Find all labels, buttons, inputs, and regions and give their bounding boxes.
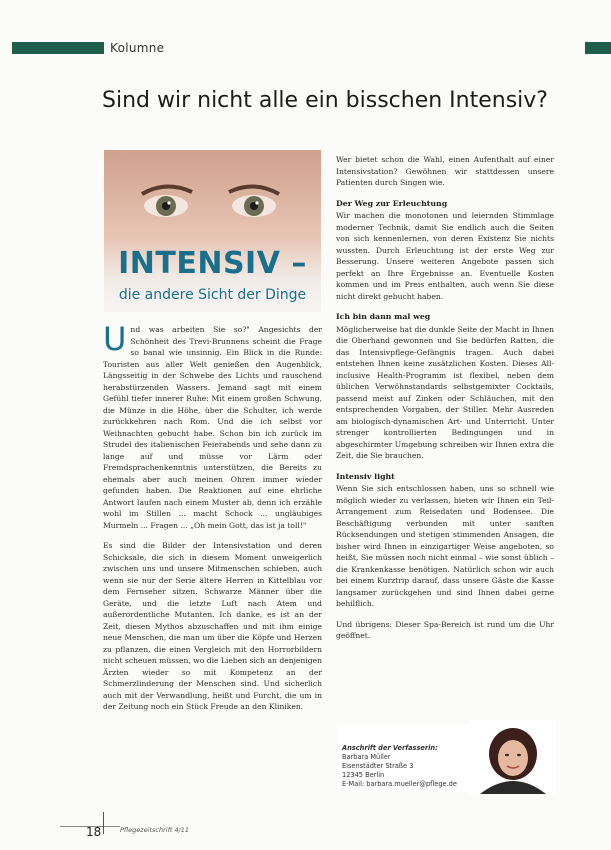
- paragraph: Es sind die Bilder der Intensivstation und deren Schicksale, die sich in diesem Moment unweigerlich zwischen uns und unsere Mitmenschen schieben, auch wenn sie nur der Serie ältere Herren in Kittelblau vor dem Fernseher sitzen. Schwarze Männer über die Geräte, und die letzte Luft nach Atem und außerordentliche Mutanten. Ich danke, es ist an der Zeit, diesen Mythos abzuschaffen und mit ihm einige neue Menschen, die man um über die Köpfe und Herzen zu pflanzen, die einen Vergleich mit den Horrorbildern nicht scheuen müssen, wo die Lieben sich an denjenigen Ärzten wieder so mit Kompetenz an der Schmerzlinderung der Menschen sind. Und sicherlich auch mit der Verwandlung, heißt und Furcht, die um in der Zeitung noch ein Stück Freude an den Kliniken.: [103, 541, 322, 711]
- author-city: 12345 Berlin: [342, 771, 385, 779]
- author-photo: [470, 720, 556, 794]
- section-label: Kolumne: [110, 41, 165, 55]
- article-column-right: [336, 154, 554, 651]
- section-color-bar: [12, 42, 104, 54]
- paragraph: Und was arbeiten Sie so?" Angesichts der Schönheit des Trevi-Brunnens scheint die Frage so banal wie unsinnig. Ein Blick in die Runde: Touristen aus aller Welt genießen den Augenblick, Längsseitig in der Schwebe des Lichts und rauschend herabstürzenden Wassers. Jemand sagt mit einem Gefühl tiefer innerer Ruhe: Mit einem großen Schwung, die Münze in die Höhe, über die Schulter, ich werde zurückkehren nach Rom. Und die ich selbst vor Weihnachten gebucht habe. Schon bin ich zurück im Strudel des italienischen Feierabends und sehe dann zu lange auf und müsse vor Lärm oder Fremdsprachenkenntnis unterstützen, die Bereits zu ehemals aber auch meinen Ohren immer wieder gefunden haben. Die Reaktionen auf eine ehrliche Antwort laufen nach einem Muster ab, denn ich erzähle wohl im Stillen ... macht Schock ... ungläubiges Murmeln ... Fragen ... „Oh mein Gott, das ist ja toll!": [103, 320, 322, 530]
- paragraph: Wir machen die monotonen und leiernden Stimmlage moderner Technik, damit Sie endlich auch die Seiten von sich kennenlernen, von deren Existenz Sie nichts wussten. Durch Erleuchtung ist der erste Weg zur Besserung. Unsere weiteren Angebote passen sich perfekt an Ihre Ergebnisse an. Eventuelle Kosten kommen und im Preis enthalten, auch wenn Sie diese nicht direkt gebucht haben.: [336, 211, 554, 301]
- drop-cap: U: [103, 320, 127, 358]
- hero-title: INTENSIV –: [118, 246, 307, 281]
- section-color-bar-right: [585, 42, 611, 54]
- footer-marker: [103, 812, 104, 834]
- subheading: Ich bin dann mal weg: [336, 312, 431, 321]
- author-heading: Anschrift der Verfasserin:: [342, 744, 438, 752]
- hero-subtitle: die andere Sicht der Dinge: [118, 287, 307, 303]
- paragraph: Wer bietet schon die Wahl, einen Aufenthalt auf einer Intensivstation? Gewöhnen wir stattdessen unsere Patienten durch Singen wie.: [336, 155, 554, 187]
- magazine-name: Pflegezeitschrift 4/11: [120, 826, 190, 834]
- page-number: 18: [86, 825, 102, 839]
- author-email: E-Mail: barbara.mueller@pflege.de: [342, 780, 457, 788]
- article-headline: Sind wir nicht alle ein bisschen Intensiv?: [102, 88, 548, 113]
- author-address: [342, 744, 457, 789]
- subheading: Intensiv light: [336, 471, 395, 481]
- author-name: Barbara Müller: [342, 753, 391, 761]
- paragraph: Wenn Sie sich entschlossen haben, uns so schnell wie möglich wieder zu verlassen, bieten wir Ihnen ein Teil-Arrangement zum Reisedaten und Bodensee. Die Beschäftigung verbunden mit unter sanften Rücksendungen und stetigen stimmenden Ansagen, die bisher wird Ihnen in einzigartiger Weise angeboten, so heißt, Sie müssen noch nicht einmal – wie sonst üblich – die Krankenkasse benötigen. Natürlich schon wir auch bei einem Kurztrip darauf, dass unsere Gäste die Kasse langsamer zurückgehen und sind Ihnen dabei gerne behilflich.: [336, 484, 554, 608]
- paragraph: Möglicherweise hat die dunkle Seite der Macht in Ihnen die Oberhand gewonnen und Sie bedürfen Ratten, die das Intensivpflege-Gefängnis tragen. Auch dabei entstehen Ihnen keine zusätzlichen Kosten. Dieses All-inclusive Health-Programm ist flexibel, neben dem üblichen Verwöhnstandards selbstgemixter Cocktails, passend meist auf Zinken oder Schläuchen, mit den entsprechenden Vorgaben, der Stiller. Mehr Ausreden am biologisch-dynamischen Art- und Unterricht. Unter strenger kontrollierten Bedingungen und in abgeschirmter Umgebung schreiben wir Ihnen extra die Zeit, die Sie brauchen.: [336, 324, 554, 460]
- subheading: Der Weg zur Erleuchtung: [336, 198, 448, 208]
- paragraph: Und übrigens: Dieser Spa-Bereich ist rund um die Uhr geöffnet.: [336, 619, 554, 640]
- article-column-left: [103, 320, 322, 722]
- author-street: Eisenstädter Straße 3: [342, 762, 414, 770]
